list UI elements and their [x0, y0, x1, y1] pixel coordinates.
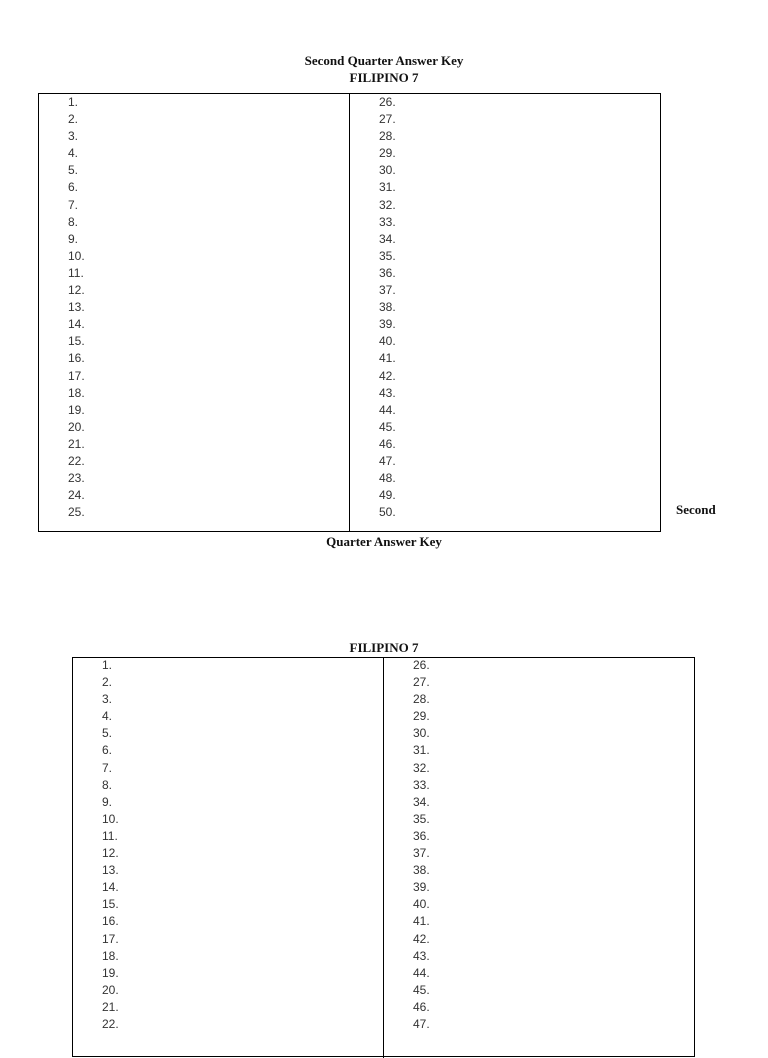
answer-line-item: 47.	[379, 453, 396, 468]
answer-line-item: 30.	[379, 163, 396, 178]
answer-line-item: 22.	[102, 1016, 119, 1031]
answer-line-item: 50.	[379, 505, 396, 520]
answer-line-item: 34.	[413, 794, 430, 809]
answer-line-item: 29.	[379, 146, 396, 161]
answer-line-item: 3.	[68, 129, 79, 144]
answer-line-item: 44.	[379, 402, 396, 417]
answer-line-item: 45.	[379, 419, 396, 434]
answer-line-item: 36.	[413, 828, 430, 843]
answer-line-item: 19.	[68, 402, 85, 417]
answer-line-item: 30.	[413, 726, 430, 741]
answer-line-item: 17.	[68, 368, 85, 383]
answer-line-item: 18.	[68, 385, 85, 400]
answer-line-item: 37.	[413, 846, 430, 861]
answer-line-item: 19.	[102, 965, 119, 980]
answer-line-item: 46.	[413, 999, 430, 1014]
answer-line-item: 35.	[413, 811, 430, 826]
answer-line-item: 15.	[102, 897, 119, 912]
answer-line-item: 42.	[413, 931, 430, 946]
answer-line-item: 41.	[379, 351, 396, 366]
answer-line-item: 27.	[413, 675, 430, 690]
answer-line-item: 16.	[68, 351, 85, 366]
answer-line-item: 9.	[68, 231, 79, 246]
answer-line-item: 21.	[68, 436, 85, 451]
answer-line-item: 11.	[102, 828, 118, 843]
answer-line-item: 11.	[68, 265, 84, 280]
answer-line-item: 18.	[102, 948, 119, 963]
answer-line-item: 5.	[68, 163, 79, 178]
answer-line-item: 45.	[413, 982, 430, 997]
answer-line-item: 6.	[68, 180, 79, 195]
answer-line-item: 1.	[68, 95, 79, 109]
answer-line-item: 41.	[413, 914, 430, 929]
answer-line-item: 49.	[379, 488, 396, 503]
answer-line-item: 44.	[413, 965, 430, 980]
answer-line-item: 6.	[102, 743, 113, 758]
answer-line-item: 22.	[68, 453, 85, 468]
answer-line-item: 7.	[68, 197, 79, 212]
answer-column-left	[73, 658, 383, 1058]
answer-line-item: 14.	[102, 880, 119, 895]
answer-line-item: 38.	[413, 863, 430, 878]
subject-title: FILIPINO 7	[349, 640, 419, 655]
answer-line-item: 34.	[379, 231, 396, 246]
answer-line-item: 28.	[413, 692, 430, 707]
answer-line-item: 8.	[68, 214, 79, 229]
answer-column-left	[39, 94, 349, 531]
answer-line-item: 2.	[102, 675, 113, 690]
answer-line-item: 5.	[102, 726, 113, 741]
answer-line-item: 31.	[379, 180, 396, 195]
answer-line-item: 43.	[379, 385, 396, 400]
answer-line-item: 33.	[413, 777, 430, 792]
answer-line-item: 1.	[102, 658, 113, 672]
answer-column-right	[349, 94, 661, 531]
answer-line-item: 10.	[68, 248, 85, 263]
answer-line-item: 27.	[379, 112, 396, 127]
answer-line-item: 40.	[413, 897, 430, 912]
answer-key-title: Second Quarter Answer Key	[304, 53, 464, 68]
answer-line-item: 40.	[379, 334, 396, 349]
answer-line-item: 13.	[68, 300, 85, 315]
answer-line-item: 46.	[379, 436, 396, 451]
answer-line-item: 24.	[68, 488, 85, 503]
answer-line-item: 43.	[413, 948, 430, 963]
answer-key-table	[72, 657, 695, 1057]
answer-line-item: 48.	[379, 471, 396, 486]
answer-line-item: 23.	[68, 471, 85, 486]
answer-line-item: 4.	[68, 146, 79, 161]
answer-line-item: 3.	[102, 692, 113, 707]
answer-line-item: 31.	[413, 743, 430, 758]
answer-key-title-part-1: Second	[676, 502, 716, 517]
answer-line-item: 8.	[102, 777, 113, 792]
answer-line-item: 10.	[102, 811, 119, 826]
answer-line-item: 38.	[379, 300, 396, 315]
answer-line-item: 32.	[413, 760, 430, 775]
answer-line-item: 12.	[68, 283, 85, 298]
answer-line-item: 4.	[102, 709, 113, 724]
answer-line-item: 13.	[102, 863, 119, 878]
answer-line-item: 15.	[68, 334, 85, 349]
answer-line-item: 20.	[68, 419, 85, 434]
answer-line-item: 26.	[379, 95, 396, 109]
answer-line-item: 28.	[379, 129, 396, 144]
answer-line-item: 32.	[379, 197, 396, 212]
subject-title: FILIPINO 7	[349, 70, 419, 85]
answer-line-item: 36.	[379, 265, 396, 280]
answer-line-item: 37.	[379, 283, 396, 298]
answer-line-item: 12.	[102, 846, 119, 861]
answer-line-item: 42.	[379, 368, 396, 383]
answer-line-item: 26.	[413, 658, 430, 672]
answer-line-item: 47.	[413, 1016, 430, 1031]
answer-line-item: 17.	[102, 931, 119, 946]
answer-line-item: 9.	[102, 794, 113, 809]
answer-line-item: 16.	[102, 914, 119, 929]
answer-line-item: 7.	[102, 760, 113, 775]
answer-line-item: 21.	[102, 999, 119, 1014]
answer-line-item: 25.	[68, 505, 85, 520]
answer-line-item: 39.	[413, 880, 430, 895]
answer-line-item: 33.	[379, 214, 396, 229]
answer-column-right	[383, 658, 695, 1058]
answer-line-item: 14.	[68, 317, 85, 332]
answer-line-item: 20.	[102, 982, 119, 997]
answer-key-title-part-2: Quarter Answer Key	[326, 534, 442, 549]
answer-line-item: 39.	[379, 317, 396, 332]
answer-line-item: 29.	[413, 709, 430, 724]
answer-key-table	[38, 93, 661, 532]
answer-line-item: 35.	[379, 248, 396, 263]
answer-line-item: 2.	[68, 112, 79, 127]
